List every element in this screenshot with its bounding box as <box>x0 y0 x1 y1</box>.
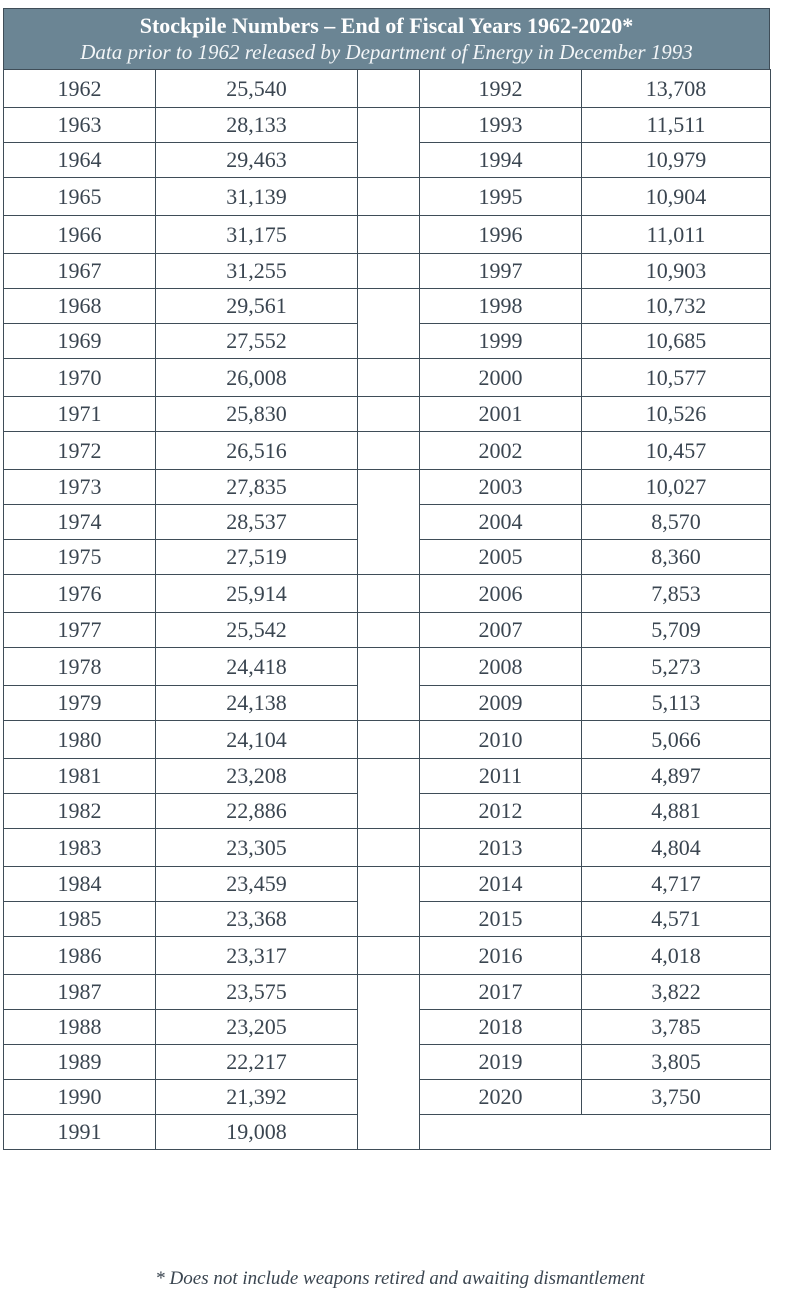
stockpile-value-cell: 26,516 <box>156 432 358 470</box>
spacer-cell <box>358 686 420 721</box>
year-cell: 1965 <box>4 178 156 216</box>
spacer-cell <box>358 975 420 1010</box>
year-cell: 2019 <box>420 1045 582 1080</box>
year-cell: 1984 <box>4 867 156 902</box>
year-cell: 2014 <box>420 867 582 902</box>
spacer-cell <box>358 867 420 902</box>
table-row <box>4 178 771 216</box>
table-row <box>4 359 771 397</box>
stockpile-value-cell: 5,273 <box>582 648 771 686</box>
table-row <box>4 324 771 359</box>
table-row <box>4 721 771 759</box>
table-row <box>4 1010 771 1045</box>
table-row <box>4 1080 771 1115</box>
year-cell: 2018 <box>420 1010 582 1045</box>
stockpile-value-cell: 4,571 <box>582 902 771 937</box>
spacer-cell <box>358 289 420 324</box>
year-cell: 2015 <box>420 902 582 937</box>
year-cell: 1979 <box>4 686 156 721</box>
year-cell: 1987 <box>4 975 156 1010</box>
stockpile-value-cell: 25,914 <box>156 575 358 613</box>
spacer-cell <box>358 575 420 613</box>
stockpile-value-cell: 5,113 <box>582 686 771 721</box>
spacer-cell <box>358 359 420 397</box>
spacer-cell <box>358 902 420 937</box>
table-header <box>3 8 770 69</box>
table-row <box>4 540 771 575</box>
stockpile-value-cell: 24,104 <box>156 721 358 759</box>
stockpile-value-cell: 24,138 <box>156 686 358 721</box>
year-cell: 1969 <box>4 324 156 359</box>
stockpile-value-cell: 23,205 <box>156 1010 358 1045</box>
stockpile-value-cell: 10,526 <box>582 397 771 432</box>
stockpile-value-cell: 25,830 <box>156 397 358 432</box>
stockpile-value-cell: 23,317 <box>156 937 358 975</box>
year-cell: 1998 <box>420 289 582 324</box>
spacer-cell <box>358 613 420 648</box>
year-cell: 2007 <box>420 613 582 648</box>
empty-cell <box>420 1115 771 1150</box>
spacer-cell <box>358 254 420 289</box>
stockpile-value-cell: 22,217 <box>156 1045 358 1080</box>
year-cell: 2006 <box>420 575 582 613</box>
spacer-cell <box>358 1045 420 1080</box>
stockpile-value-cell: 10,685 <box>582 324 771 359</box>
spacer-cell <box>358 216 420 254</box>
stockpile-value-cell: 26,008 <box>156 359 358 397</box>
stockpile-value-cell: 23,368 <box>156 902 358 937</box>
table-row <box>4 937 771 975</box>
stockpile-value-cell: 29,561 <box>156 289 358 324</box>
stockpile-value-cell: 24,418 <box>156 648 358 686</box>
year-cell: 2004 <box>420 505 582 540</box>
stockpile-value-cell: 10,027 <box>582 470 771 505</box>
year-cell: 1999 <box>420 324 582 359</box>
table-subtitle: Data prior to 1962 released by Department of Energy in December 1993 <box>80 40 693 64</box>
year-cell: 1990 <box>4 1080 156 1115</box>
table-row <box>4 975 771 1010</box>
spacer-cell <box>358 759 420 794</box>
table-row <box>4 794 771 829</box>
spacer-cell <box>358 178 420 216</box>
stockpile-value-cell: 29,463 <box>156 143 358 178</box>
stockpile-value-cell: 10,903 <box>582 254 771 289</box>
spacer-cell <box>358 794 420 829</box>
stockpile-value-cell: 22,886 <box>156 794 358 829</box>
spacer-cell <box>358 108 420 143</box>
spacer-cell <box>358 470 420 505</box>
stockpile-value-cell: 13,708 <box>582 70 771 108</box>
stockpile-value-cell: 27,835 <box>156 470 358 505</box>
spacer-cell <box>358 143 420 178</box>
year-cell: 1968 <box>4 289 156 324</box>
stockpile-value-cell: 10,732 <box>582 289 771 324</box>
year-cell: 2000 <box>420 359 582 397</box>
year-cell: 1982 <box>4 794 156 829</box>
year-cell: 1983 <box>4 829 156 867</box>
stockpile-value-cell: 11,511 <box>582 108 771 143</box>
stockpile-value-cell: 3,750 <box>582 1080 771 1115</box>
year-cell: 1972 <box>4 432 156 470</box>
spacer-cell <box>358 1010 420 1045</box>
year-cell: 1962 <box>4 70 156 108</box>
table-row <box>4 829 771 867</box>
year-cell: 1986 <box>4 937 156 975</box>
year-cell: 1994 <box>420 143 582 178</box>
stockpile-value-cell: 31,139 <box>156 178 358 216</box>
stockpile-value-cell: 23,305 <box>156 829 358 867</box>
stockpile-value-cell: 10,979 <box>582 143 771 178</box>
table-title: Stockpile Numbers – End of Fiscal Years 1962-2020* <box>139 13 634 38</box>
stockpile-value-cell: 31,175 <box>156 216 358 254</box>
stockpile-value-cell: 23,575 <box>156 975 358 1010</box>
stockpile-value-cell: 5,709 <box>582 613 771 648</box>
stockpile-value-cell: 4,881 <box>582 794 771 829</box>
stockpile-value-cell: 11,011 <box>582 216 771 254</box>
year-cell: 1992 <box>420 70 582 108</box>
stockpile-value-cell: 8,570 <box>582 505 771 540</box>
table-body <box>4 70 771 1150</box>
spacer-cell <box>358 432 420 470</box>
spacer-cell <box>358 505 420 540</box>
stockpile-value-cell: 25,542 <box>156 613 358 648</box>
year-cell: 2010 <box>420 721 582 759</box>
year-cell: 1971 <box>4 397 156 432</box>
year-cell: 1967 <box>4 254 156 289</box>
table-row <box>4 70 771 108</box>
year-cell: 1989 <box>4 1045 156 1080</box>
year-cell: 1973 <box>4 470 156 505</box>
year-cell: 1978 <box>4 648 156 686</box>
spacer-cell <box>358 721 420 759</box>
stockpile-value-cell: 4,897 <box>582 759 771 794</box>
table-row <box>4 575 771 613</box>
year-cell: 2013 <box>420 829 582 867</box>
stockpile-value-cell: 4,018 <box>582 937 771 975</box>
table-row <box>4 254 771 289</box>
year-cell: 2002 <box>420 432 582 470</box>
stockpile-value-cell: 23,208 <box>156 759 358 794</box>
stockpile-value-cell: 19,008 <box>156 1115 358 1150</box>
year-cell: 1988 <box>4 1010 156 1045</box>
year-cell: 2020 <box>420 1080 582 1115</box>
table-row <box>4 432 771 470</box>
table-row <box>4 648 771 686</box>
year-cell: 1977 <box>4 613 156 648</box>
stockpile-table <box>3 8 770 1150</box>
year-cell: 1975 <box>4 540 156 575</box>
year-cell: 1993 <box>420 108 582 143</box>
stockpile-value-cell: 3,785 <box>582 1010 771 1045</box>
spacer-cell <box>358 829 420 867</box>
table-row <box>4 505 771 540</box>
stockpile-value-cell: 10,904 <box>582 178 771 216</box>
year-cell: 1976 <box>4 575 156 613</box>
year-cell: 1964 <box>4 143 156 178</box>
spacer-cell <box>358 1080 420 1115</box>
year-cell: 2001 <box>420 397 582 432</box>
year-cell: 2012 <box>420 794 582 829</box>
year-cell: 2011 <box>420 759 582 794</box>
stockpile-value-cell: 28,133 <box>156 108 358 143</box>
stockpile-value-cell: 23,459 <box>156 867 358 902</box>
table-row <box>4 902 771 937</box>
stockpile-value-cell: 10,577 <box>582 359 771 397</box>
stockpile-value-cell: 8,360 <box>582 540 771 575</box>
spacer-cell <box>358 937 420 975</box>
year-cell: 1981 <box>4 759 156 794</box>
table-row <box>4 216 771 254</box>
table-row <box>4 108 771 143</box>
year-cell: 1966 <box>4 216 156 254</box>
stockpile-value-cell: 4,804 <box>582 829 771 867</box>
spacer-cell <box>358 1115 420 1150</box>
stockpile-value-cell: 27,519 <box>156 540 358 575</box>
table-row <box>4 867 771 902</box>
stockpile-value-cell: 10,457 <box>582 432 771 470</box>
year-cell: 1995 <box>420 178 582 216</box>
year-cell: 1980 <box>4 721 156 759</box>
table-row <box>4 1045 771 1080</box>
table-row <box>4 397 771 432</box>
stockpile-value-cell: 28,537 <box>156 505 358 540</box>
table-row <box>4 686 771 721</box>
year-cell: 1985 <box>4 902 156 937</box>
year-cell: 2008 <box>420 648 582 686</box>
year-cell: 1974 <box>4 505 156 540</box>
footnote: * Does not include weapons retired and awaiting dismantlement <box>155 1268 645 1289</box>
stockpile-value-cell: 21,392 <box>156 1080 358 1115</box>
table-row <box>4 613 771 648</box>
year-cell: 1963 <box>4 108 156 143</box>
year-cell: 2009 <box>420 686 582 721</box>
stockpile-data-table <box>3 69 771 1150</box>
spacer-cell <box>358 70 420 108</box>
table-row <box>4 289 771 324</box>
stockpile-value-cell: 27,552 <box>156 324 358 359</box>
year-cell: 1970 <box>4 359 156 397</box>
stockpile-value-cell: 3,805 <box>582 1045 771 1080</box>
spacer-cell <box>358 397 420 432</box>
stockpile-value-cell: 4,717 <box>582 867 771 902</box>
table-row <box>4 1115 771 1150</box>
table-row <box>4 470 771 505</box>
stockpile-value-cell: 31,255 <box>156 254 358 289</box>
year-cell: 2003 <box>420 470 582 505</box>
year-cell: 1996 <box>420 216 582 254</box>
year-cell: 2017 <box>420 975 582 1010</box>
table-row <box>4 759 771 794</box>
year-cell: 1997 <box>420 254 582 289</box>
year-cell: 2016 <box>420 937 582 975</box>
spacer-cell <box>358 540 420 575</box>
year-cell: 1991 <box>4 1115 156 1150</box>
table-row <box>4 143 771 178</box>
spacer-cell <box>358 324 420 359</box>
stockpile-value-cell: 25,540 <box>156 70 358 108</box>
stockpile-value-cell: 7,853 <box>582 575 771 613</box>
stockpile-value-cell: 5,066 <box>582 721 771 759</box>
year-cell: 2005 <box>420 540 582 575</box>
spacer-cell <box>358 648 420 686</box>
stockpile-value-cell: 3,822 <box>582 975 771 1010</box>
